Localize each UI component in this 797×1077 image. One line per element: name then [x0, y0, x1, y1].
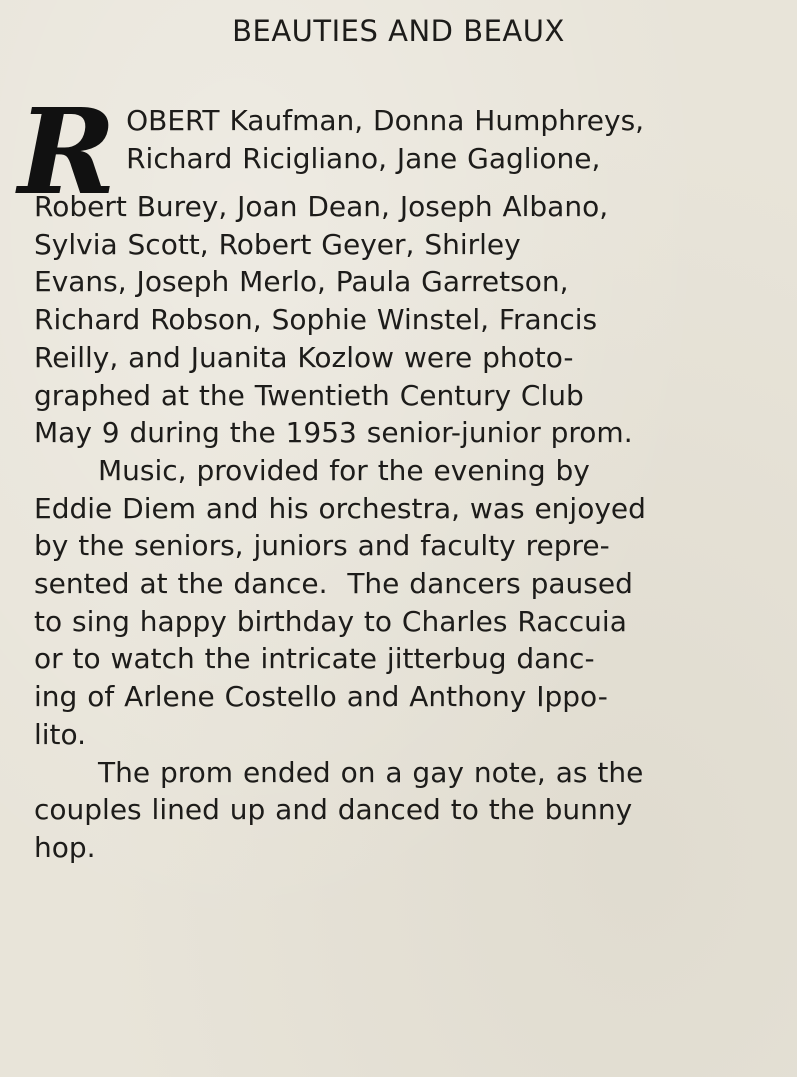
- text-line: Evans, Joseph Merlo, Paula Garretson,: [34, 265, 569, 299]
- text-line: Music, provided for the evening by: [98, 453, 590, 487]
- text-line: lito.: [34, 717, 87, 751]
- paragraph-2: [34, 452, 774, 754]
- text-line: by the seniors, juniors and faculty repre-: [34, 529, 610, 563]
- text-line: The prom ended on a gay note, as the: [98, 755, 644, 789]
- text-line: hop.: [34, 830, 96, 864]
- text-line: graphed at the Twentieth Century Club: [34, 378, 584, 412]
- text-line: Richard Ricigliano, Jane Gaglione,: [126, 141, 601, 175]
- text-line: couples lined up and danced to the bunny: [34, 793, 633, 827]
- paragraph-1: [18, 82, 774, 452]
- text-line: Sylvia Scott, Robert Geyer, Shirley: [34, 227, 521, 261]
- text-line: Robert Burey, Joan Dean, Joseph Albano,: [34, 190, 609, 223]
- text-line: to sing happy birthday to Charles Raccuia: [34, 604, 627, 638]
- paragraph-3: [34, 754, 774, 867]
- text-line: May 9 during the 1953 senior-junior prom.: [34, 416, 633, 450]
- text-line: or to watch the intricate jitterbug danc-: [34, 642, 595, 676]
- text-line: Richard Robson, Sophie Winstel, Francis: [34, 303, 598, 337]
- text-line: OBERT Kaufman, Donna Humphreys,: [126, 104, 645, 137]
- text-line: ing of Arlene Costello and Anthony Ippo-: [34, 680, 608, 714]
- text-line: sented at the dance. The dancers paused: [34, 567, 633, 601]
- drop-cap-letter: R: [18, 82, 117, 221]
- article-body: [18, 82, 774, 867]
- text-line: Reilly, and Juanita Kozlow were photo-: [34, 340, 574, 374]
- text-line: Eddie Diem and his orchestra, was enjoyed: [34, 491, 646, 525]
- article-title: BEAUTIES AND BEAUX: [232, 14, 565, 48]
